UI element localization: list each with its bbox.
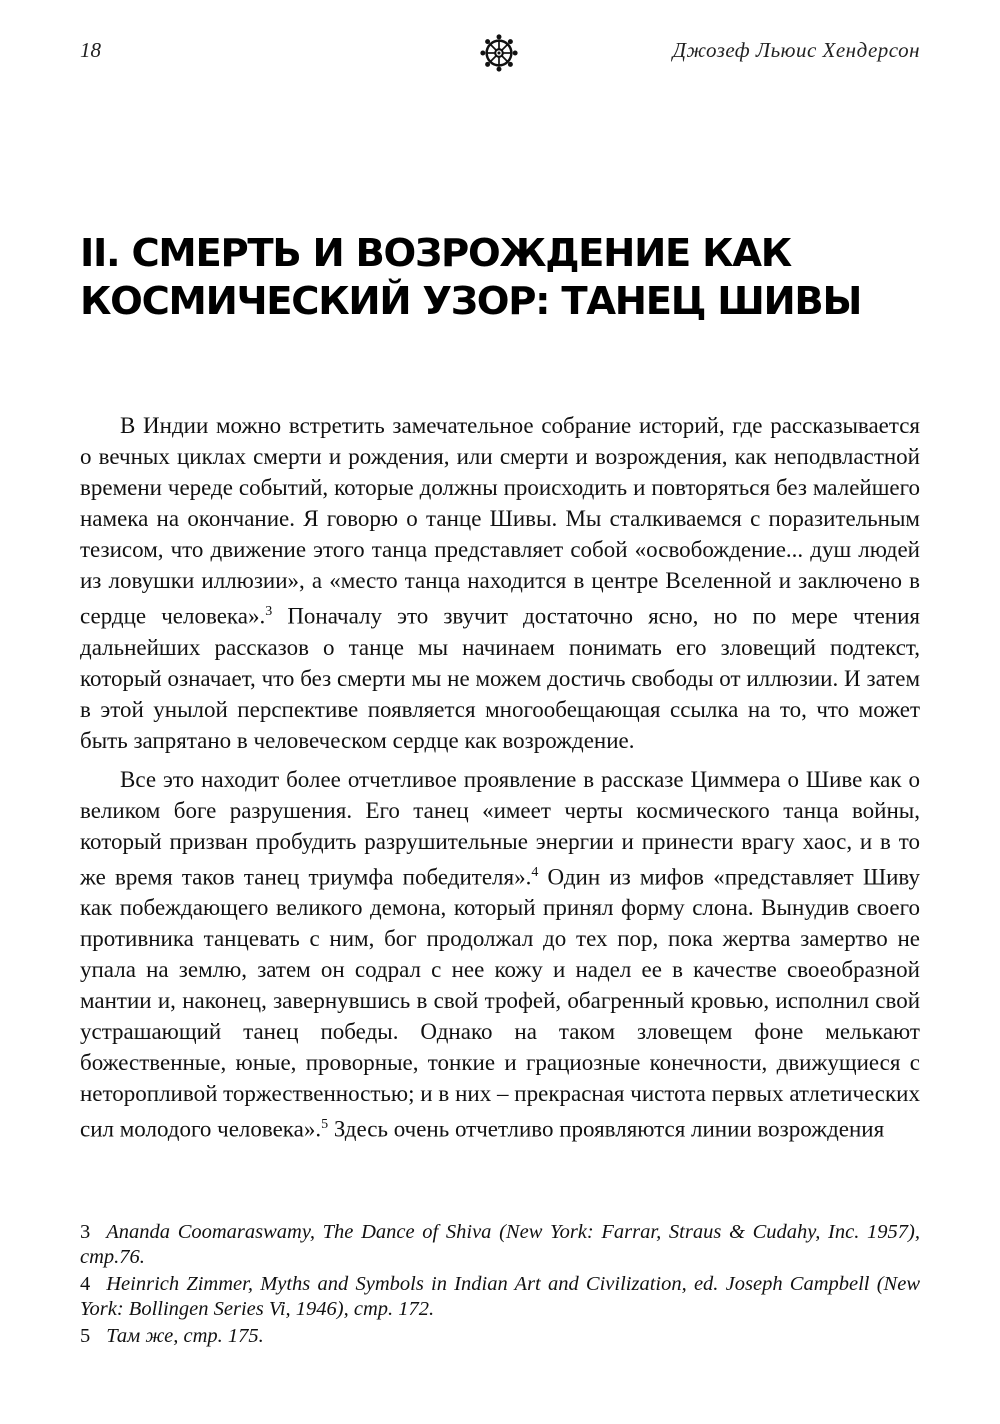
footnote-number: 5	[80, 1325, 91, 1347]
paragraph	[80, 410, 920, 756]
paragraph-text: В Индии можно встретить замечательное собрание историй, где рассказывается о вечных циклах смерти и рождения, или смерти и возрождения, как неподвластной времени череде событий, которые должны происходить и повторяться без малейшего намека на окончание. Я говорю о танце Шивы. Мы сталкиваемся с поразительным тезисом, что движение этого танца представляет собой «освобождение... душ людей из ловушки иллюзии», а «место танца находится в центре Вселенной и заключено в сердце человека».	[80, 413, 920, 629]
footnote-reference: 3	[265, 604, 273, 619]
page-number: 18	[80, 38, 101, 62]
chapter-title-line-1: II. СМЕРТЬ И ВОЗРОЖДЕНИЕ КАК	[80, 231, 791, 276]
footnote-reference: 4	[531, 864, 539, 880]
footnote	[80, 1220, 920, 1270]
paragraph-text: Поначалу это звучит достаточно ясно, но по мере чтения дальнейших рассказов о танце мы начинаем понимать его зловещий подтекст, который означает, что без смерти мы не можем достичь свободы от иллюзии. И затем в этой унылой перспективе появляется многообещающая ссылка на то, что может быть запрятано в человеческом сердце как возрождение.	[80, 603, 920, 753]
footnote-number: 4	[80, 1273, 91, 1295]
paragraph-text: Один из мифов «представляет Шиву как побеждающего великого демона, который принял форму слона. Вынудив своего противника танцевать с ним, бог продолжал до тех пор, пока жертва замертво не упала на землю, затем он содрал с нее кожу и надел ее в качестве своеобразной мантии и, наконец, завернувшись в свой трофей, обагренный кровью, исполнил свой устрашающий танец победы. Однако на таком зловещем фоне мелькают божественные, юные, проворные, тонкие и грациозные конечности, движущиеся с неторопливой торжественностью; и в них – прекрасная чистота первых атлетических сил молодого человека».	[80, 864, 920, 1142]
footnote	[80, 1324, 920, 1349]
footnote-text: Там же, стр. 175.	[106, 1325, 264, 1347]
footnote-text: Ananda Coomaraswamy, The Dance of Shiva (New York: Farrar, Straus & Cudahy, Inc. 1957), стр.76.	[80, 1221, 920, 1268]
footnotes	[80, 1220, 920, 1351]
footnote	[80, 1272, 920, 1322]
running-head: Джозеф Льюис Хендерсон	[672, 38, 920, 62]
page-header	[80, 36, 920, 72]
paragraph-text: Здесь очень отчетливо проявляются линии возрождения	[328, 1116, 885, 1142]
chapter-title	[80, 230, 920, 326]
footnote-reference: 5	[321, 1117, 329, 1133]
paragraph	[80, 764, 920, 1145]
chapter-title-line-2: КОСМИЧЕСКИЙ УЗОР: ТАНЕЦ ШИВЫ	[80, 279, 862, 324]
body-text	[80, 410, 920, 1153]
dharma-wheel-icon	[480, 34, 518, 72]
footnote-number: 3	[80, 1221, 91, 1243]
footnote-text: Heinrich Zimmer, Myths and Symbols in Indian Art and Civilization, ed. Joseph Campbell (New York: Bollingen Series Vi, 1946), стр. 172.	[80, 1273, 920, 1320]
paragraph-text: Все это находит более отчетливое проявление в рассказе Циммера о Шиве как о великом боге разрушения. Его танец «имеет черты космического танца войны, который призван пробудить разрушительные энергии и принести врагу хаос, и в то же время таков танец триумфа победителя».	[80, 766, 920, 890]
